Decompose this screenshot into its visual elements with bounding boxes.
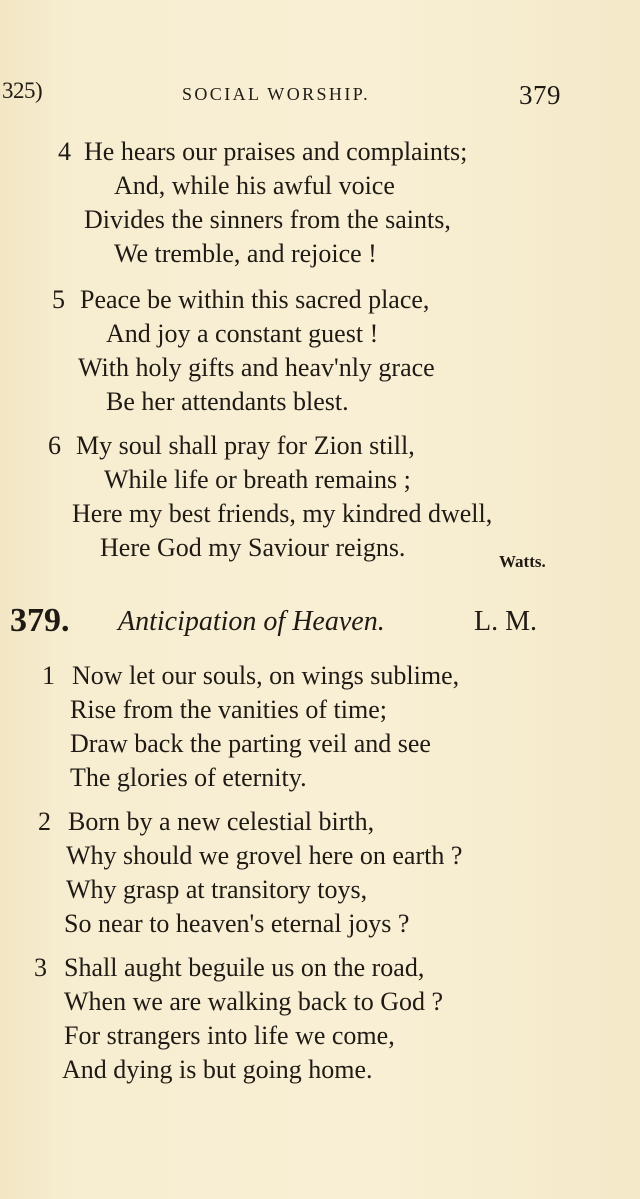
verse-line: Here God my Saviour reigns. [100,533,406,562]
verse-line: Now let our souls, on wings sublime, [72,661,460,690]
verse-line: While life or breath remains ; [104,465,411,494]
hymn-meter: L. M. [474,606,537,637]
verse-line: Draw back the parting veil and see [70,729,431,758]
verse-line: Why grasp at transitory toys, [66,875,368,904]
verse-line: He hears our praises and complaints; [84,137,468,166]
verse-line: And, while his awful voice [114,171,395,200]
verse-line: For strangers into life we come, [64,1021,395,1050]
stanza-number: 4 [58,137,71,166]
author-attribution: Watts. [499,552,546,571]
verse-line: My soul shall pray for Zion still, [76,431,415,460]
stanza-number: 6 [48,431,61,460]
stanza-number: 1 [42,661,55,690]
verse-line: When we are walking back to God ? [64,987,444,1016]
verse-line: Here my best friends, my kindred dwell, [72,499,493,528]
hymn-heading [8,600,628,644]
running-header [0,74,640,114]
verse-line: The glories of eternity. [70,763,307,792]
hymn-title: Anticipation of Heaven. [118,606,385,637]
verse-line: And dying is but going home. [62,1055,373,1084]
verse-line: Be her attendants blest. [106,387,349,416]
verse-line: So near to heaven's eternal joys ? [64,909,410,938]
stanza-number: 5 [52,285,65,314]
verse-line: Rise from the vanities of time; [70,695,387,724]
verse-line: With holy gifts and heav'nly grace [78,353,435,382]
verse-line: Divides the sinners from the saints, [84,205,451,234]
verse-line: Born by a new celestial birth, [68,807,375,836]
verse-line: And joy a constant guest ! [106,319,379,348]
verse-line: We tremble, and rejoice ! [114,239,377,268]
stanza-number: 2 [38,807,51,836]
stanza-number: 3 [34,953,47,982]
running-title: SOCIAL WORSHIP. [182,84,371,104]
hymn-number: 379. [10,602,70,639]
page-number: 379 [519,80,561,110]
previous-hymn-reference: 325) [2,78,43,103]
verse-line: Peace be within this sacred place, [80,285,430,314]
verse-line: Why should we grovel here on earth ? [66,841,463,870]
verse-line: Shall aught beguile us on the road, [64,953,425,982]
